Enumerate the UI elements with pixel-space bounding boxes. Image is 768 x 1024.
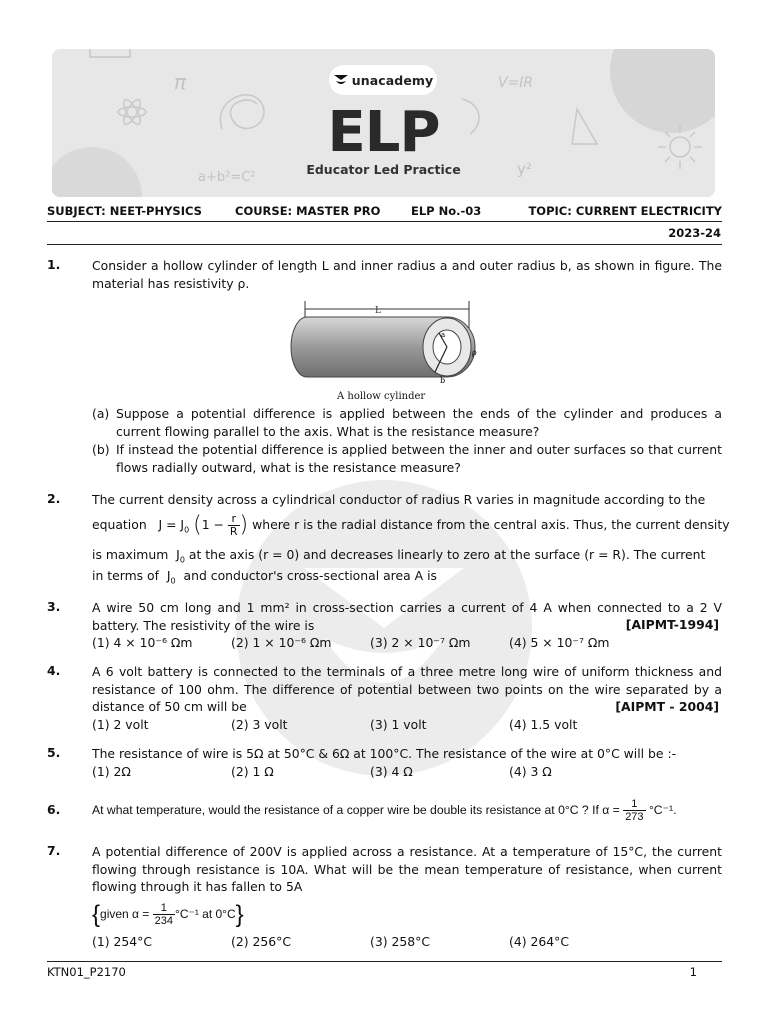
options-row	[92, 934, 722, 952]
question-text: The resistance of wire is 5Ω at 50°C & 6Ω at 100°C. The resistance of the wire at 0°C will be :-	[92, 746, 677, 761]
page-subtitle: Educator Led Practice	[306, 162, 461, 177]
question-number: 6.	[47, 802, 61, 817]
question-line: in terms of $J_0$ and conductor's cross-sectional area A is	[92, 568, 437, 586]
option-4: (4) 264°C	[509, 934, 569, 949]
meta-row	[47, 203, 722, 222]
question-4	[47, 663, 722, 735]
question-equation-line: equation $J = J_0$ (1 − $\frac{r}{R}$ ) where r is the radial distance from the central axis. Thus, the current density	[92, 512, 730, 538]
session-year: 2023-24	[668, 226, 721, 240]
option-1: (1) 4 × 10⁻⁶ Ωm	[92, 635, 193, 650]
question-3	[47, 599, 722, 655]
subject-label: SUBJECT: NEET-PHYSICS	[47, 204, 202, 218]
question-number: 5.	[47, 745, 61, 760]
topic-label: TOPIC: CURRENT ELECTRICITY	[528, 204, 722, 218]
brand-name: unacademy	[351, 72, 434, 88]
svg-text:b: b	[440, 376, 446, 385]
exam-tag: [AIPMT - 2004]	[615, 699, 719, 714]
svg-text:V=IR: V=IR	[498, 75, 534, 91]
options-row	[92, 635, 722, 653]
option-2: (2) 3 volt	[231, 717, 288, 732]
page-title: ELP	[327, 100, 440, 165]
option-2: (2) 1 × 10⁻⁶ Ωm	[231, 635, 332, 650]
svg-text:ρ: ρ	[472, 348, 477, 357]
unacademy-logo-icon	[333, 73, 349, 87]
question-number: 2.	[47, 491, 61, 506]
figure-caption: A hollow cylinder	[337, 391, 426, 402]
question-text: A wire 50 cm long and 1 mm² in cross-section carries a current of 4 A when connected to a 2 V battery. The resistivity of the wire is	[92, 600, 722, 633]
option-1: (1) 2Ω	[92, 764, 131, 779]
question-5	[47, 745, 722, 783]
option-2: (2) 256°C	[231, 934, 291, 949]
header-divider	[47, 244, 722, 245]
page-number: 1	[689, 965, 697, 979]
svg-text:π: π	[174, 70, 187, 94]
question-1	[47, 257, 722, 477]
elp-number: ELP No.-03	[411, 204, 482, 218]
option-4: (4) 5 × 10⁻⁷ Ωm	[509, 635, 610, 650]
question-part-a: (a) Suppose a potential difference is applied between the ends of the cylinder and produces a current flowing parallel to the axis. What is the resistance measure?	[92, 406, 722, 439]
option-1: (1) 2 volt	[92, 717, 149, 732]
question-text: A 6 volt battery is connected to the terminals of a three metre long wire of uniform thickness and resistance of 100 ohm. The difference of potential between two points on the wire separated by a distance of 50 cm will be	[92, 664, 722, 714]
question-text: At what temperature, would the resistance of a copper wire be double its resistance at 0°C ? If α = $\frac{1}{273}$ °C⁻¹.	[92, 798, 677, 824]
question-2	[47, 491, 730, 591]
question-text: Consider a hollow cylinder of length L and inner radius a and outer radius b, as shown in figure. The material has resistivity ρ.	[92, 258, 722, 291]
option-1: (1) 254°C	[92, 934, 152, 949]
question-number: 1.	[47, 257, 61, 272]
option-3: (3) 2 × 10⁻⁷ Ωm	[370, 635, 471, 650]
svg-text:a: a	[441, 331, 446, 339]
svg-text:y²: y²	[517, 160, 532, 178]
options-row	[92, 717, 722, 735]
alpha-fraction: $\frac{1}{273}$	[625, 798, 644, 824]
question-6	[47, 794, 722, 828]
question-line: The current density across a cylindrical conductor of radius R varies in magnitude according to the	[92, 492, 706, 507]
hollow-cylinder-figure	[287, 293, 487, 401]
option-4: (4) 3 Ω	[509, 764, 552, 779]
question-part-b: (b) If instead the potential difference is applied between the inner and outer surfaces so that current flows radially outward, what is the resistance measure?	[92, 442, 722, 475]
svg-text:L: L	[375, 306, 381, 316]
question-number: 3.	[47, 599, 61, 614]
brand-logo	[329, 65, 437, 95]
question-number: 4.	[47, 663, 61, 678]
option-2: (2) 1 Ω	[231, 764, 274, 779]
question-7	[47, 843, 722, 953]
option-3: (3) 1 volt	[370, 717, 427, 732]
svg-text:a+b²=C²: a+b²=C²	[198, 170, 256, 185]
given-note: {given α = $\frac{1}{234}$ °C⁻¹ at 0°C}	[92, 900, 244, 928]
question-text: A potential difference of 200V is applied across a resistance. At a temperature of 15°C, the current flowing through resistance is 10A. What will be the mean temperature of resistance, when current flowing through it has fallen to 5A	[92, 844, 722, 894]
options-row	[92, 764, 722, 782]
exam-tag: [AIPMT-1994]	[625, 617, 719, 632]
document-code: KTN01_P2170	[47, 965, 126, 979]
footer-divider	[47, 961, 722, 962]
question-number: 7.	[47, 843, 61, 858]
question-line: is maximum $J_0$ at the axis (r = 0) and decreases linearly to zero at the surface (r = R). The current	[92, 547, 706, 565]
option-3: (3) 4 Ω	[370, 764, 413, 779]
option-4: (4) 1.5 volt	[509, 717, 578, 732]
header-banner	[52, 49, 715, 197]
course-label: COURSE: MASTER PRO	[235, 204, 381, 218]
option-3: (3) 258°C	[370, 934, 430, 949]
